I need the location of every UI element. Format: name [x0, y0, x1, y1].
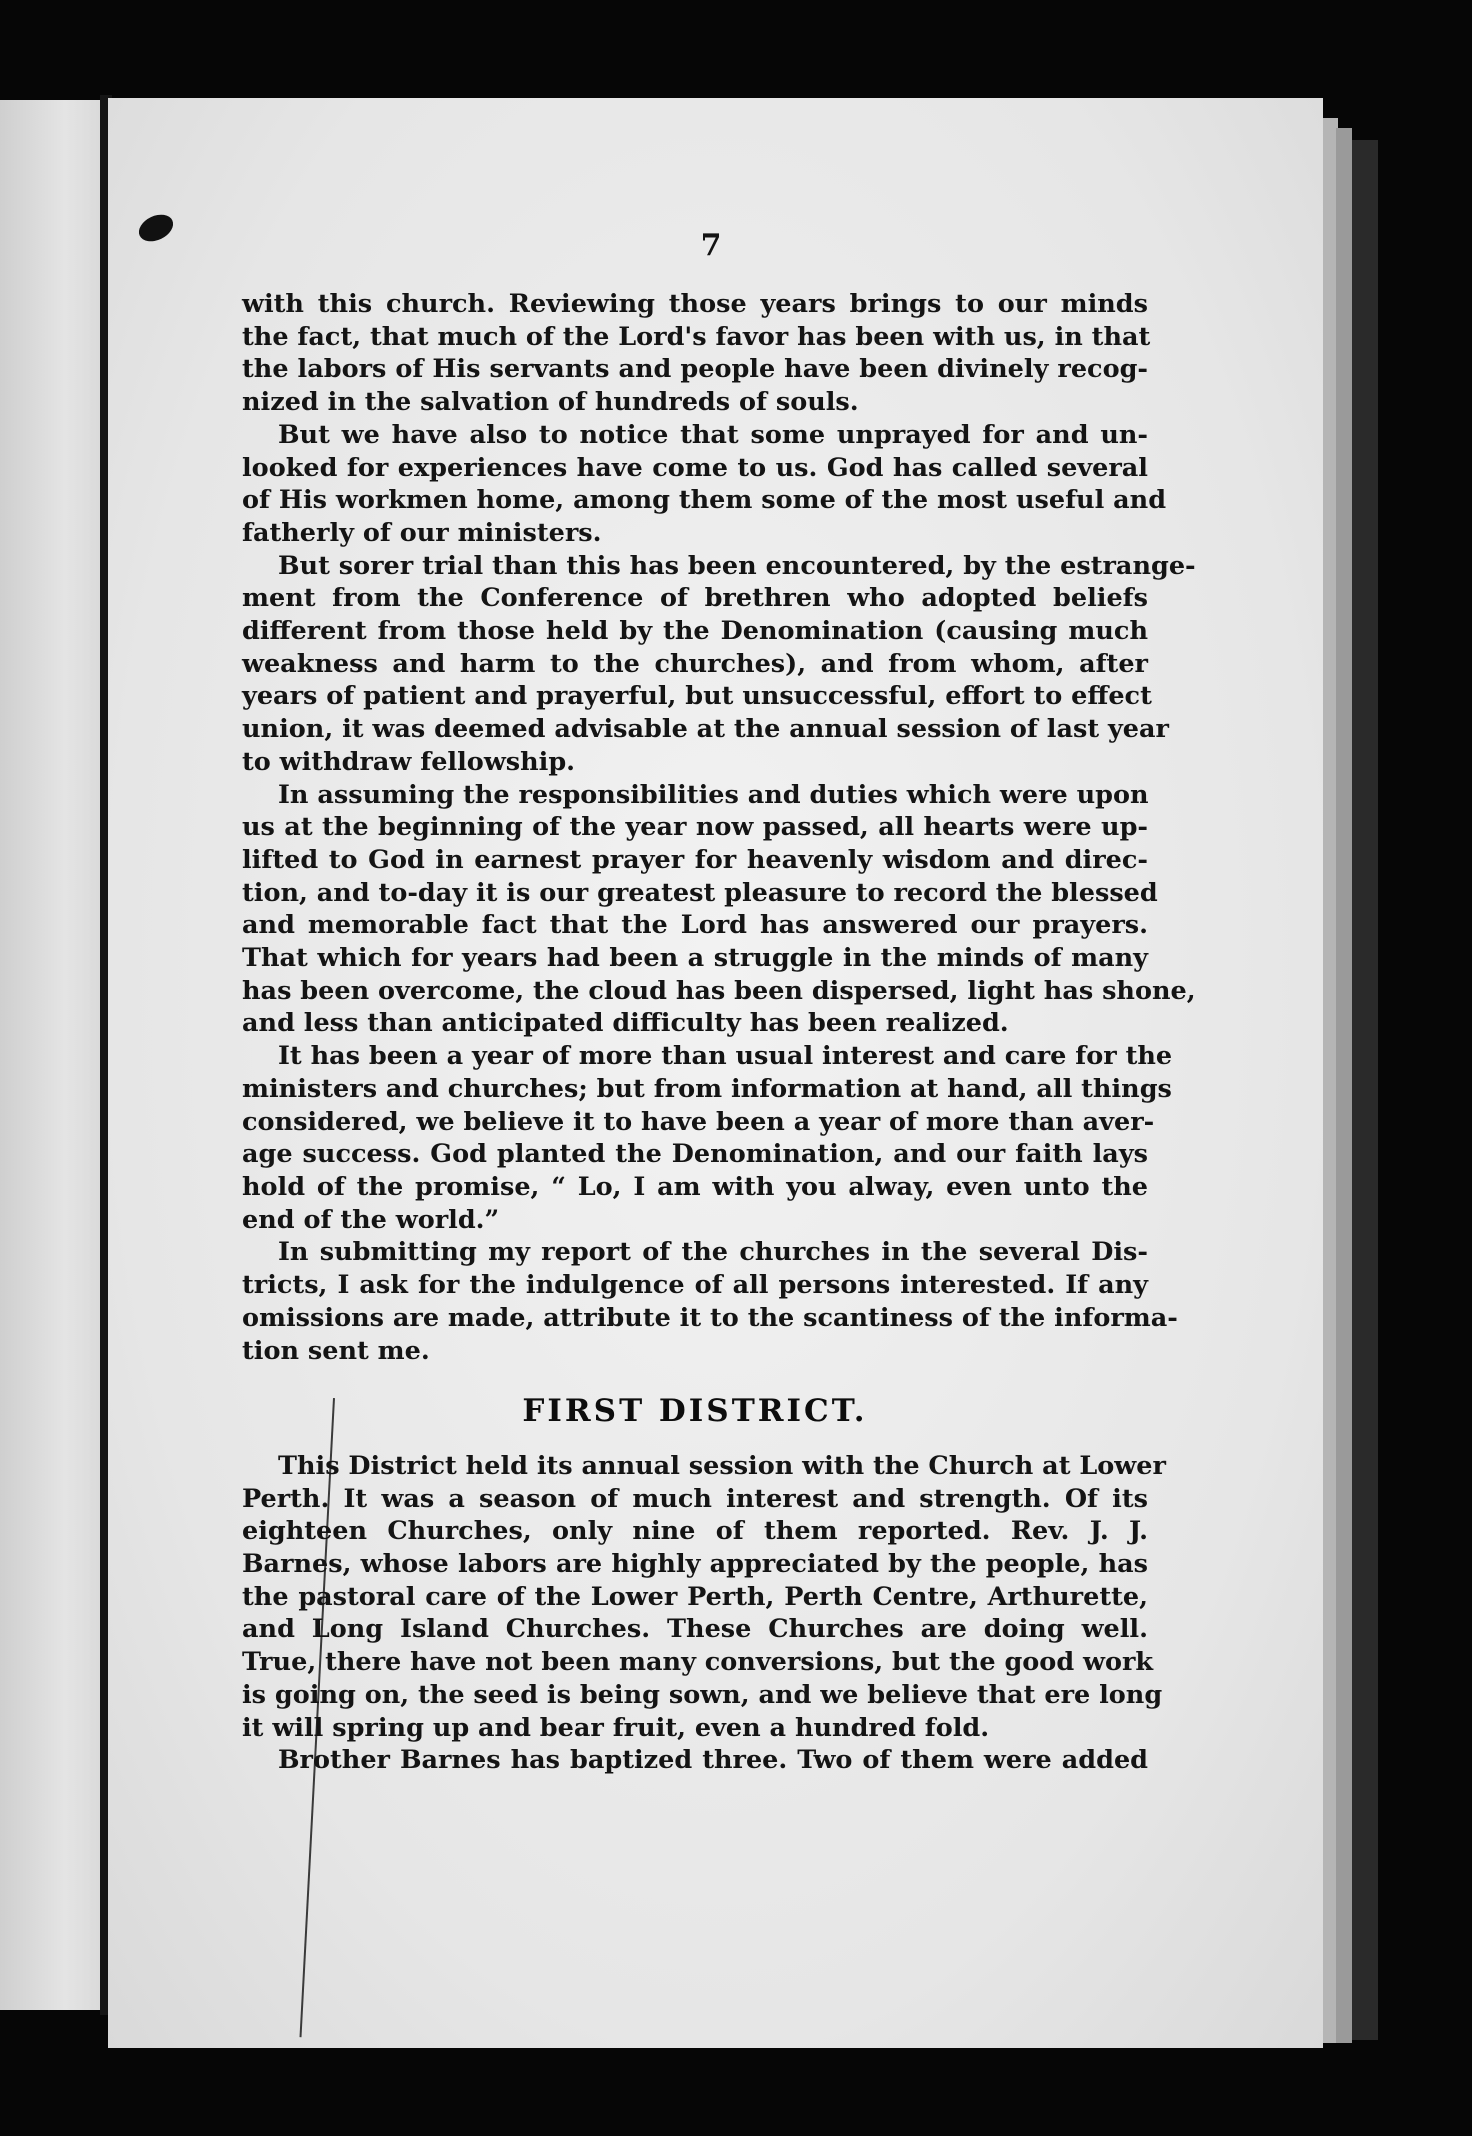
text-line: Barnes, whose labors are highly appreciated by the people, has [242, 1549, 1148, 1580]
text-line: lifted to God in earnest prayer for heavenly wisdom and direc- [242, 844, 1148, 875]
ink-blot [135, 210, 178, 247]
text-line: to withdraw fellowship. [242, 746, 576, 777]
text-line: But we have also to notice that some unprayed for and un- [278, 419, 1148, 450]
text-line: the fact, that much of the Lord's favor has been with us, in that [242, 321, 1151, 352]
text-line: Brother Barnes has baptized three. Two of them were added [278, 1745, 1148, 1776]
text-line: the pastoral care of the Lower Perth, Perth Centre, Arthurette, [242, 1581, 1148, 1612]
text-line: and memorable fact that the Lord has answered our prayers. [242, 910, 1148, 941]
text-line: considered, we believe it to have been a year of more than aver- [242, 1106, 1155, 1137]
text-line: hold of the promise, “ Lo, I am with you alway, even unto the [242, 1171, 1148, 1202]
text-line: has been overcome, the cloud has been dispersed, light has shone, [242, 975, 1196, 1006]
text-line: end of the world.” [242, 1204, 500, 1235]
text-line: is going on, the seed is being sown, and we believe that ere long [242, 1679, 1163, 1710]
text-line: ministers and churches; but from information at hand, all things [242, 1073, 1172, 1104]
text-line: and Long Island Churches. These Churches are doing well. [242, 1614, 1148, 1645]
text-line: tion sent me. [242, 1335, 430, 1366]
page-edge-shadow [1352, 140, 1378, 2040]
text-line: years of patient and prayerful, but unsuccessful, effort to effect [242, 681, 1152, 712]
text-line: and less than anticipated difficulty has been realized. [242, 1008, 1009, 1039]
text-line: In assuming the responsibilities and duties which were upon [278, 779, 1149, 810]
text-line: But sorer trial than this has been encountered, by the estrange- [278, 550, 1196, 581]
text-line: In submitting my report of the churches in the several Dis- [278, 1237, 1148, 1268]
text-line: with this church. Reviewing those years brings to our minds [242, 289, 1148, 319]
text-line: it will spring up and bear fruit, even a hundred fold. [242, 1712, 990, 1743]
text-line: That which for years had been a struggle in the minds of many [242, 943, 1148, 974]
page-number: 7 [700, 228, 722, 263]
text-line: the labors of His servants and people have been divinely recog- [242, 354, 1148, 385]
text-line: age success. God planted the Denomination, and our faith lays [242, 1139, 1148, 1170]
text-line: nized in the salvation of hundreds of souls. [242, 387, 859, 418]
page-edge [1336, 128, 1352, 2043]
text-line: It has been a year of more than usual interest and care for the [278, 1041, 1173, 1072]
text-line: different from those held by the Denomination (causing much [242, 616, 1148, 647]
section-heading: FIRST DISTRICT. [522, 1393, 868, 1430]
text-line: True, there have not been many conversions, but the good work [242, 1647, 1154, 1678]
text-line: us at the beginning of the year now passed, all hearts were up- [242, 812, 1148, 843]
text-line: eighteen Churches, only nine of them reported. Rev. J. J. [242, 1516, 1148, 1547]
book-page [108, 98, 1323, 2048]
left-page-edge [0, 100, 108, 2010]
text-line: Perth. It was a season of much interest and strength. Of its [242, 1483, 1148, 1514]
text-line: tion, and to-day it is our greatest pleasure to record the blessed [242, 877, 1158, 908]
text-line: weakness and harm to the churches), and from whom, after [242, 648, 1148, 679]
text-line: omissions are made, attribute it to the scantiness of the informa- [242, 1302, 1178, 1333]
text-line: looked for experiences have come to us. God has called several [242, 452, 1148, 483]
text-line: tricts, I ask for the indulgence of all persons interested. If any [242, 1270, 1148, 1301]
text-line: union, it was deemed advisable at the annual session of last year [242, 714, 1169, 745]
text-line: fatherly of our ministers. [242, 517, 602, 548]
text-line: ment from the Conference of brethren who adopted beliefs [242, 583, 1148, 614]
text-line: This District held its annual session with the Church at Lower [278, 1450, 1166, 1481]
body-text [242, 288, 1196, 1777]
text-line: of His workmen home, among them some of the most useful and [242, 485, 1167, 516]
